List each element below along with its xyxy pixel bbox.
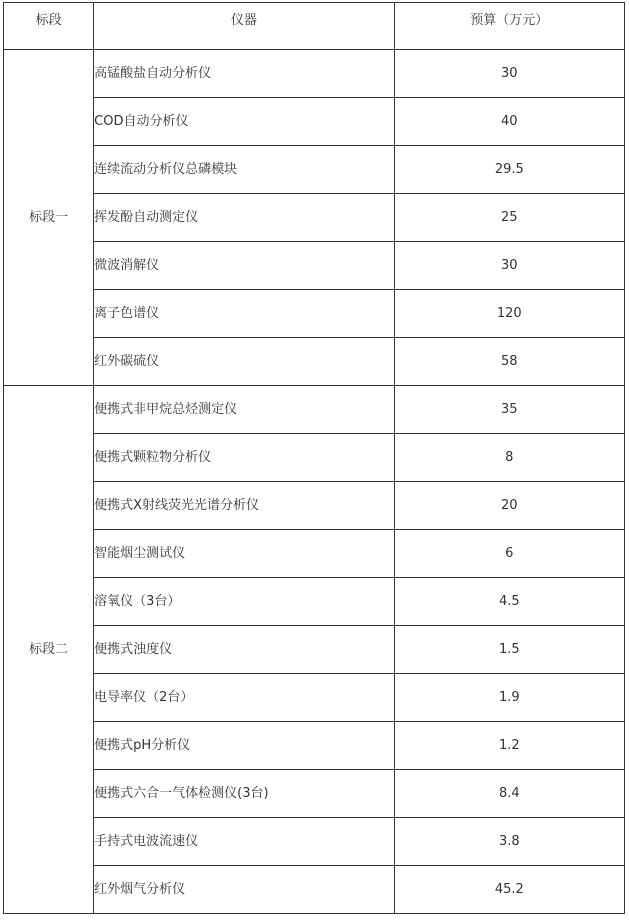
instrument-cell: 微波消解仪 — [94, 242, 394, 290]
table-row — [4, 194, 625, 242]
table-row — [4, 530, 625, 578]
instrument-cell: 离子色谱仪 — [94, 290, 394, 338]
section-cell: 标段二 — [4, 386, 94, 914]
instrument-cell: 智能烟尘测试仪 — [94, 530, 394, 578]
header-section: 标段 — [4, 3, 94, 50]
table-row — [4, 242, 625, 290]
table-row — [4, 434, 625, 482]
instrument-cell: 挥发酚自动测定仪 — [94, 194, 394, 242]
table-row — [4, 50, 625, 98]
instrument-cell: 红外烟气分析仪 — [94, 866, 394, 914]
table-row — [4, 818, 625, 866]
budget-cell: 8.4 — [394, 770, 624, 818]
budget-cell: 6 — [394, 530, 624, 578]
instrument-cell: COD自动分析仪 — [94, 98, 394, 146]
instrument-cell: 便携式浊度仪 — [94, 626, 394, 674]
instrument-cell: 便携式X射线荧光光谱分析仪 — [94, 482, 394, 530]
table-row — [4, 386, 625, 434]
budget-cell: 8 — [394, 434, 624, 482]
budget-cell: 25 — [394, 194, 624, 242]
budget-cell: 120 — [394, 290, 624, 338]
header-budget: 预算（万元） — [394, 3, 624, 50]
budget-cell: 1.9 — [394, 674, 624, 722]
budget-cell: 30 — [394, 50, 624, 98]
instrument-cell: 便携式pH分析仪 — [94, 722, 394, 770]
budget-cell: 29.5 — [394, 146, 624, 194]
table-row — [4, 290, 625, 338]
instrument-cell: 便携式非甲烷总烃测定仪 — [94, 386, 394, 434]
budget-cell: 35 — [394, 386, 624, 434]
budget-cell: 45.2 — [394, 866, 624, 914]
instrument-cell: 手持式电波流速仪 — [94, 818, 394, 866]
budget-cell: 4.5 — [394, 578, 624, 626]
table-row — [4, 674, 625, 722]
budget-cell: 30 — [394, 242, 624, 290]
instrument-cell: 电导率仪（2台） — [94, 674, 394, 722]
table-row — [4, 146, 625, 194]
table-row — [4, 482, 625, 530]
header-instrument: 仪器 — [94, 3, 394, 50]
instrument-cell: 溶氧仪（3台） — [94, 578, 394, 626]
instrument-cell: 连续流动分析仪总磷模块 — [94, 146, 394, 194]
budget-cell: 3.8 — [394, 818, 624, 866]
budget-cell: 40 — [394, 98, 624, 146]
table-row — [4, 578, 625, 626]
table-row — [4, 338, 625, 386]
budget-cell: 20 — [394, 482, 624, 530]
table-row — [4, 866, 625, 914]
table-row — [4, 722, 625, 770]
table-row — [4, 770, 625, 818]
instrument-cell: 便携式颗粒物分析仪 — [94, 434, 394, 482]
budget-table — [3, 2, 625, 914]
table-row — [4, 98, 625, 146]
budget-cell: 58 — [394, 338, 624, 386]
instrument-cell: 高锰酸盐自动分析仪 — [94, 50, 394, 98]
table-row — [4, 626, 625, 674]
table-header-row — [4, 3, 625, 50]
instrument-cell: 便携式六合一气体检测仪(3台) — [94, 770, 394, 818]
budget-cell: 1.5 — [394, 626, 624, 674]
budget-cell: 1.2 — [394, 722, 624, 770]
section-cell: 标段一 — [4, 50, 94, 386]
instrument-cell: 红外碳硫仪 — [94, 338, 394, 386]
